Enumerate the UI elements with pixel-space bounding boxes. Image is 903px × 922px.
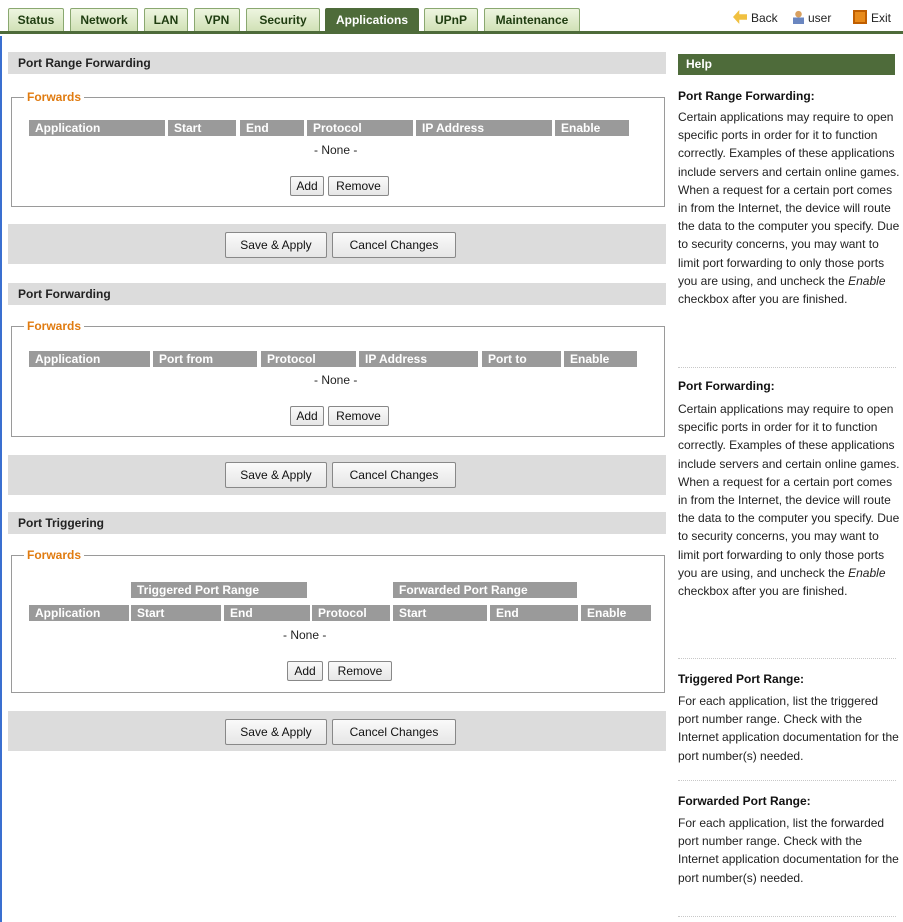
forwards-legend: Forwards xyxy=(27,548,82,562)
column-header: Port to xyxy=(482,351,561,367)
user-label: user xyxy=(808,11,832,25)
help-separator xyxy=(678,916,896,917)
cancel-changes-button[interactable]: Cancel Changes xyxy=(332,719,456,745)
back-label: Back xyxy=(751,11,778,25)
forwards-legend: Forwards xyxy=(27,90,82,104)
exit-link[interactable] xyxy=(853,10,891,25)
tab-lan[interactable]: LAN xyxy=(144,8,188,32)
column-header: IP Address xyxy=(416,120,552,136)
help-separator xyxy=(678,780,896,781)
column-header: Enable xyxy=(555,120,629,136)
port-range-forwarding-title: Port Range Forwarding xyxy=(8,52,666,74)
empty-table-text: - None - xyxy=(314,373,358,387)
remove-button[interactable]: Remove xyxy=(328,176,389,196)
column-header: End xyxy=(240,120,304,136)
column-header: Protocol xyxy=(261,351,356,367)
cancel-changes-button[interactable]: Cancel Changes xyxy=(332,462,456,488)
exit-icon xyxy=(853,10,867,24)
help-text-port-forwarding: Certain applications may require to open specific ports in order for it to function correctly. Examples of these applications include servers and certain online games. When a request for a certain port comes in from the Internet, the device will route the data to the computer you specify. Due to security concerns, you may want to limit port forwarding to only those ports you are using, and uncheck the Enable checkbox after you are finished. xyxy=(678,402,900,599)
tab-status[interactable]: Status xyxy=(8,8,64,32)
tab-maintenance[interactable]: Maintenance xyxy=(484,8,580,32)
tab-vpn[interactable]: VPN xyxy=(194,8,240,32)
user-link[interactable] xyxy=(793,10,831,25)
remove-button[interactable]: Remove xyxy=(328,661,392,681)
window-left-edge xyxy=(0,36,2,922)
save-apply-button[interactable]: Save & Apply xyxy=(225,462,327,488)
back-arrow-icon xyxy=(733,10,747,24)
tab-network[interactable]: Network xyxy=(70,8,138,32)
help-title-forwarded-port-range: Forwarded Port Range: xyxy=(678,794,811,808)
column-header: Protocol xyxy=(312,605,390,621)
forwards-legend: Forwards xyxy=(27,319,82,333)
nav-bar-underline xyxy=(0,31,903,34)
add-button[interactable]: Add xyxy=(290,406,324,426)
column-header: End xyxy=(490,605,578,621)
column-header: Application xyxy=(29,120,165,136)
tab-applications[interactable]: Applications xyxy=(325,8,419,32)
tab-upnp[interactable]: UPnP xyxy=(424,8,478,32)
column-header: Enable xyxy=(581,605,651,621)
column-header: Start xyxy=(131,605,221,621)
column-header: IP Address xyxy=(359,351,478,367)
top-navigation xyxy=(0,0,903,36)
help-text-triggered-port-range: For each application, list the triggered port number range. Check with the Internet application documentation for the port number(s) needed. xyxy=(678,694,899,763)
help-title-port-forwarding: Port Forwarding: xyxy=(678,379,775,393)
empty-table-text: - None - xyxy=(314,143,358,157)
column-header: Port from xyxy=(153,351,257,367)
add-button[interactable]: Add xyxy=(290,176,324,196)
help-separator xyxy=(678,658,896,659)
save-apply-button[interactable]: Save & Apply xyxy=(225,232,327,258)
port-triggering-title: Port Triggering xyxy=(8,512,666,534)
column-header: End xyxy=(224,605,310,621)
group-header-forwarded: Forwarded Port Range xyxy=(393,582,577,598)
help-text-forwarded-port-range: For each application, list the forwarded port number range. Check with the Internet application documentation for the port number(s) needed. xyxy=(678,816,899,885)
group-header-triggered: Triggered Port Range xyxy=(131,582,307,598)
column-header: Application xyxy=(29,605,129,621)
back-link[interactable] xyxy=(733,10,778,25)
help-text-port-range-forwarding: Certain applications may require to open specific ports in order for it to function correctly. Examples of these applications include servers and certain online games. When a request for a certain port comes in from the Internet, the device will route the data to the computer you specify. Due to security concerns, you may want to limit port forwarding to only those ports you are using, and uncheck the Enable checkbox after you are finished. xyxy=(678,110,900,307)
column-header: Start xyxy=(393,605,487,621)
help-title-triggered-port-range: Triggered Port Range: xyxy=(678,672,805,686)
user-icon xyxy=(793,10,804,24)
help-separator xyxy=(678,367,896,368)
add-button[interactable]: Add xyxy=(287,661,323,681)
port-forwarding-title: Port Forwarding xyxy=(8,283,666,305)
help-title-port-range-forwarding: Port Range Forwarding: xyxy=(678,89,815,103)
remove-button[interactable]: Remove xyxy=(328,406,389,426)
column-header: Application xyxy=(29,351,150,367)
cancel-changes-button[interactable]: Cancel Changes xyxy=(332,232,456,258)
empty-table-text: - None - xyxy=(283,628,327,642)
exit-label: Exit xyxy=(871,11,892,25)
help-header: Help xyxy=(678,54,895,75)
column-header: Start xyxy=(168,120,236,136)
tab-security[interactable]: Security xyxy=(246,8,320,32)
column-header: Enable xyxy=(564,351,637,367)
column-header: Protocol xyxy=(307,120,413,136)
save-apply-button[interactable]: Save & Apply xyxy=(225,719,327,745)
